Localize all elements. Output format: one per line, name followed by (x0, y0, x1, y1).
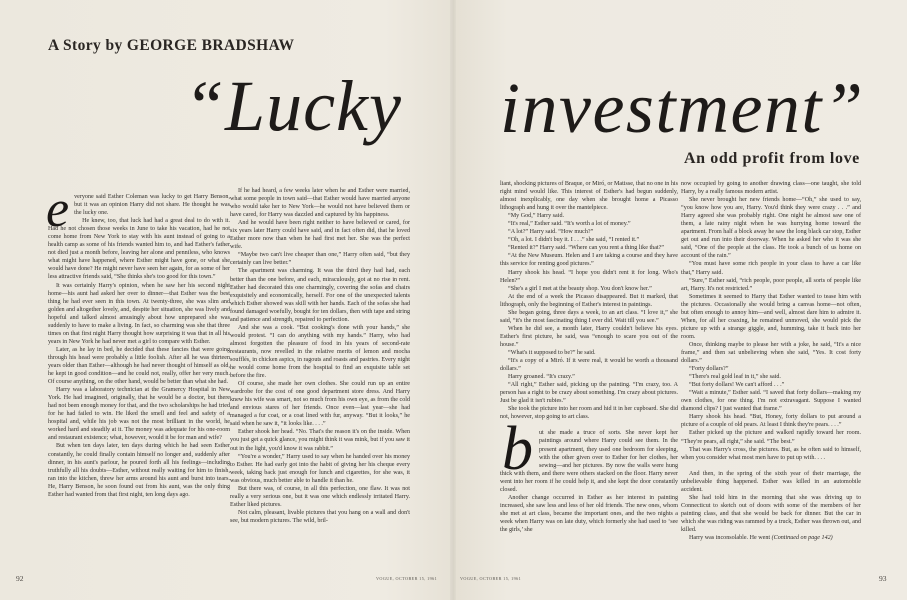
paragraph: When he did see, a month later, Harry couldn't believe his eyes. Esther's first picture, he said, was “enough to scare you out of the house.” (500, 325, 678, 348)
paragraph: “My God,” Harry said. (508, 213, 565, 220)
paragraph: She took the picture into her room and hid it in her cupboard. She did not, however, stop going to art class. (500, 406, 678, 421)
paragraph: Harry shook his head. “But, Honey, forty dollars to put around a picture of a couple of old pears. At least I think they're pears. . . .” (681, 414, 861, 429)
page-gutter (450, 0, 456, 600)
paragraph: “All right,” Esther said, picking up the painting. “I'm crazy, too. A person has a right to be crazy about something. I'm crazy about pictures. Just be glad it isn't rubies.” (500, 382, 678, 405)
paragraph: “But forty dollars! We can't afford . . .” (689, 382, 785, 389)
page-number-left: 92 (16, 574, 24, 583)
paragraph: Later, as he lay in bed, he decided that these fancies that were going through his head were probably a little foolish. After all he was thirteen years older than Esther—although he had never thought of himself as old, he kept in good condition—and he could not, really, offer her very much. Of course anything, on the other hand, would be better than what she had. (48, 346, 230, 386)
paragraph: She began going, three days a week, to an art class. “I love it,” she said, “it's the most fascinating thing I ever did. Wait till you see.” (500, 309, 678, 324)
paragraph: “There's real gold leaf in it,” she said. (689, 374, 781, 381)
paragraph: If he had heard, a few weeks later when he and Esther were married, what some people in town said—that Esther would have married anyone who would take her to New York—he would not have believed them or have cared, for Harry was dazzled and captured by his happiness. (230, 188, 410, 219)
paragraph: liant, shocking pictures of Braque, or Miró, or Matisse, that no one in his right mind would like. This interest of Esther's had begun suddenly, almost inexplicably, one day when she brought home a Picasso lithograph and hung it over the mantelpiece. (500, 181, 678, 212)
paragraph: “Maybe two can't live cheaper than one,” Harry often said, “but they certainly can live better.” (230, 252, 410, 267)
drop-cap-e: e (46, 181, 70, 238)
section-break (681, 462, 861, 470)
text-column-2 (230, 187, 410, 525)
paragraph: Harry groaned. “It's crazy.” (508, 374, 575, 381)
paragraph: It was certainly Harry's opinion, when he saw her his second night home—his aunt had asked her over to dinner—that Esther was the best thing he had ever seen in this town. At twenty-three, she was slim and golden and altogether lovely, and, despite her situation, she was lively and hopeful and talked almost amusingly about how unprepared she was suddenly to have to make a living. In fact, so charming was she that three times on that first night Harry thought how surprising it was that in all his years in New York he had never met a girl to compare with Esther. (48, 282, 230, 345)
text-column-1 (46, 181, 230, 499)
paragraph: “Rented it?” Harry said. “Where can you rent a thing like that?” (508, 245, 664, 252)
paragraph: “Wait a minute,” Esther said. “I saved that forty dollars—making my own clothes, for one thing. I'm not extravagant. Suppose I wanted diamond clips? I just wanted that frame.” (681, 390, 861, 413)
text-column-3 (500, 180, 678, 534)
paragraph: At the end of a week the Picasso disappeared. But it marked, that lithograph, only the beginning of Esther's interest in paintings. (500, 293, 678, 308)
paragraph: She never brought her new friends home—“Oh,” she used to say, “you know how you are, Harry. You'd think they were crazy . . .” and Harry agreed she was probably right. One night he almost saw one of them, a late rainy night when he was hurrying home toward the apartment. From half a block away he saw the long black car stop, Esther get out and run into their doorway. When he asked her who it was she said, “One of the people at the class. He took a bunch of us home on account of the rain.” (681, 197, 861, 260)
paragraph: But when ten days later, ten days during which he had seen Esther constantly, he could finally contain himself no longer and, suddenly after dinner, in his aunt's parlour, he poured forth all his feelings—including truthfully all his doubts—Esther, without really waiting for him to finish, ran into the kitchen, threw her arms around his aunt and burst into tears. He, Harry Benson, he soon found out from his aunt, was the only thing Esther had wanted from that first night, ten long days ago. (48, 443, 230, 498)
footer-credit-right: VOGUE, OCTOBER 15, 1961 (460, 576, 522, 581)
paragraph: Once, thinking maybe to please her with a joke, he said, “It's a nice frame,” and then sat unbelieving when she said, “Yes. It cost forty dollars.” (681, 341, 861, 365)
paragraph: Esther shook her head. “No. That's the reason it's on the inside. When you just get a quick glance, you might think it was mink, but if you saw it out in the light, you'd know it was rabbit.” (230, 429, 410, 452)
opening-paragraph (46, 181, 230, 238)
paragraph: “What's it supposed to be?” he said. (508, 349, 596, 356)
paragraph: “A lot?” Harry said. “How much?” (508, 229, 594, 236)
paragraph: She had told him in the morning that she was driving up to Connecticut to sketch out of doors with some of the members of her painting class, and that she would be back for dinner. But the car in which she was riding was rammed by a truck, Esther was thrown out, and killed. (681, 494, 861, 533)
paragraph: Of course, she made her own clothes. She could run up an entire wardrobe for the cost of one good department store dress. And Harry knew his wife was smart, not so much from his own eye, as from the cold and envious stares of her friends. Once even—last year—she had managed a fur coat, or a coat lined with fur, anyway. “But it looks,” he said when he saw it, “it looks like. . . .” (230, 381, 410, 428)
paragraph: “Forty dollars?” (689, 366, 729, 373)
paragraph: “Sure,” Esther said, “rich people, poor people, all sorts of people like art, Harry. It's not restricted.” (681, 277, 861, 292)
paragraph: But there was, of course, in all this perfection, one flaw. It was not really a very serious one, but it was one which endlessly irritated Harry. Esther liked pictures. (230, 485, 410, 508)
paragraph: Harry was a laboratory technician at the Gramercy Hospital in New York. He had imagined, originally, that he would be a doctor, but there had not been enough money for that, and the two scholarships he had tried for he had failed to win. He liked the smell and feel and safety of a hospital and, while his job was not the most brilliant in the world, he worked hard and steadily at it. The money was adequate for his one-room and restaurant existence; what, however, would it be for man and wife? (48, 387, 230, 442)
paragraph: And she was a cook. “But cooking's done with your hands,” she would protest. “I can do anything with my hands.” Harry, who had almost forgotten the pleasure of food in his years of second-rate restaurants, now revelled in the relative merits of lemon and mocha soufflés, in chicken aspics, in ragouts and roasts and pastries. Every night he would come home from the hospital to find an exquisite table set before the fire. (230, 324, 410, 380)
page-number-right: 93 (879, 574, 887, 583)
paragraph: “She's a girl I met at the beauty shop. You don't know her.” (508, 285, 652, 292)
paragraph: Not calm, pleasant, livable pictures that you hang on a wall and don't see, but modern pictures. The wild, bril- (230, 509, 410, 524)
paragraph: “Oh, a lot. I didn't buy it. I . . .” she said, “I rented it.” (508, 237, 640, 244)
title-investment: investment” (500, 68, 865, 148)
second-section-opening (500, 415, 678, 493)
paragraph: Another change occurred in Esther as her interest in painting increased, she saw less and less of her old friends. The new ones, whom she met at art class, became the important ones, and the two nights a week when Harry was on late duty, which formerly she had used to ‘see the girls,’ she (500, 494, 678, 533)
text-column-4 (681, 180, 861, 542)
paragraph: Sometimes it seemed to Harry that Esther wanted to tease him with the pictures. Occasionally she would bring a canvas home—not often, but often enough to annoy him—and well, almost dare him to admire it. When, for all her coaxing, he remained unmoved, she would pick the picture up with a strange giggle, and, humming, take it back into her room. (681, 293, 861, 340)
footer-credit-left: VOGUE, OCTOBER 15, 1961 (376, 576, 438, 581)
paragraph: Harry shook his head. “I hope you didn't rent it for long. Who's Helen?” (500, 269, 678, 284)
byline: A Story by GEORGE BRADSHAW (48, 37, 295, 54)
paragraph: The apartment was charming. It was the third they had had, each better than the one before, and each, miraculously, got at no rise in rent. Esther had decorated this one charmingly, covering the sofas and chairs exquisitely and economically, herself. For one of the unexpected talents which Esther showed was skill with her hands. Each of the sofas she had found damaged woefully, bought for ten dollars, then with tape and string and patience and strength, repaired to perfection. (230, 268, 410, 323)
drop-cap-b: b (502, 415, 533, 484)
paragraph: “You must have some rich people in your class to have a car like that,” Harry said. (681, 261, 861, 276)
paragraph: “You're a wonder,” Harry used to say when he handed over his money to Esther. He had early got into the habit of giving her his cheque every week, taking back just enough for lunch and cigarettes, for she was, it was obvious, much better able to handle it than he. (230, 453, 410, 484)
continued-link[interactable]: (Continued on page 142) (771, 535, 833, 542)
paragraph: “It's real,” Esther said. “It's worth a lot of money.” (508, 221, 631, 228)
paragraph: “It's a copy of a Miró. If it were real, it would be worth a thousand dollars.” (500, 358, 678, 373)
paragraph: now occupied by going to another drawing class—one taught, she told Harry, by a really famous modern artist. (681, 181, 861, 196)
paragraph (681, 534, 861, 542)
paragraph: “At the New Museum. Helen and I are taking a course and they have this service for renting good pictures.” (500, 253, 678, 268)
paragraph: Esther picked up the picture and walked rapidly toward her room. “They're pears, all right,” she said. “The best.” (681, 430, 861, 445)
paragraph: And he would have been right neither to have believed or cared, for six years later Harry could have said, and in fact often did, that he loved Esther more now than when he had first met her. She was the perfect wife. (230, 220, 410, 251)
paragraph: And then, in the spring of the sixth year of their marriage, the unbelievable thing happened. Esther was killed in an automobile accident. (681, 470, 861, 493)
paragraph: That was Harry's cross, the pictures. But, as he often said to himself, when you consider what most men have to put up with. . . . (681, 446, 861, 461)
subtitle: An odd profit from love (684, 150, 860, 167)
paragraph: ut she made a truce of sorts. She never kept her paintings around where Harry could see them. In the present apartment, they used one bedroom for sleeping, with the other given over to Esther for her clothes, her sewing—and her pictures. By now the walls were hung thick with them, and there were others stacked on the floor. Harry never went into her room if he could help it, and she kept the door constantly closed. (500, 430, 678, 493)
paragraph: veryone said Esther Coleman was lucky to get Harry Benson, but it was an opinion Harry did not share. He thought he was the lucky one. (74, 194, 230, 217)
last-paragraph-text: Harry was inconsolable. He went (689, 535, 771, 542)
paragraph: He knew, too, that luck had had a great deal to do with it. Had he not chosen those weeks in June to take his vacation, had he not come home from New York to stay with his aunt instead of going to a health camp as some of his friends wanted him to, and had Esther's father not died just a month before, leaving her alone and penniless, who knows what might have happened, where Esther might have gone, or what she would have done? He might never have seen her again, for as some of her less attractive friends said, “She thinks she's too good for this town.” (48, 218, 230, 281)
title-lucky: “Lucky (184, 66, 402, 146)
